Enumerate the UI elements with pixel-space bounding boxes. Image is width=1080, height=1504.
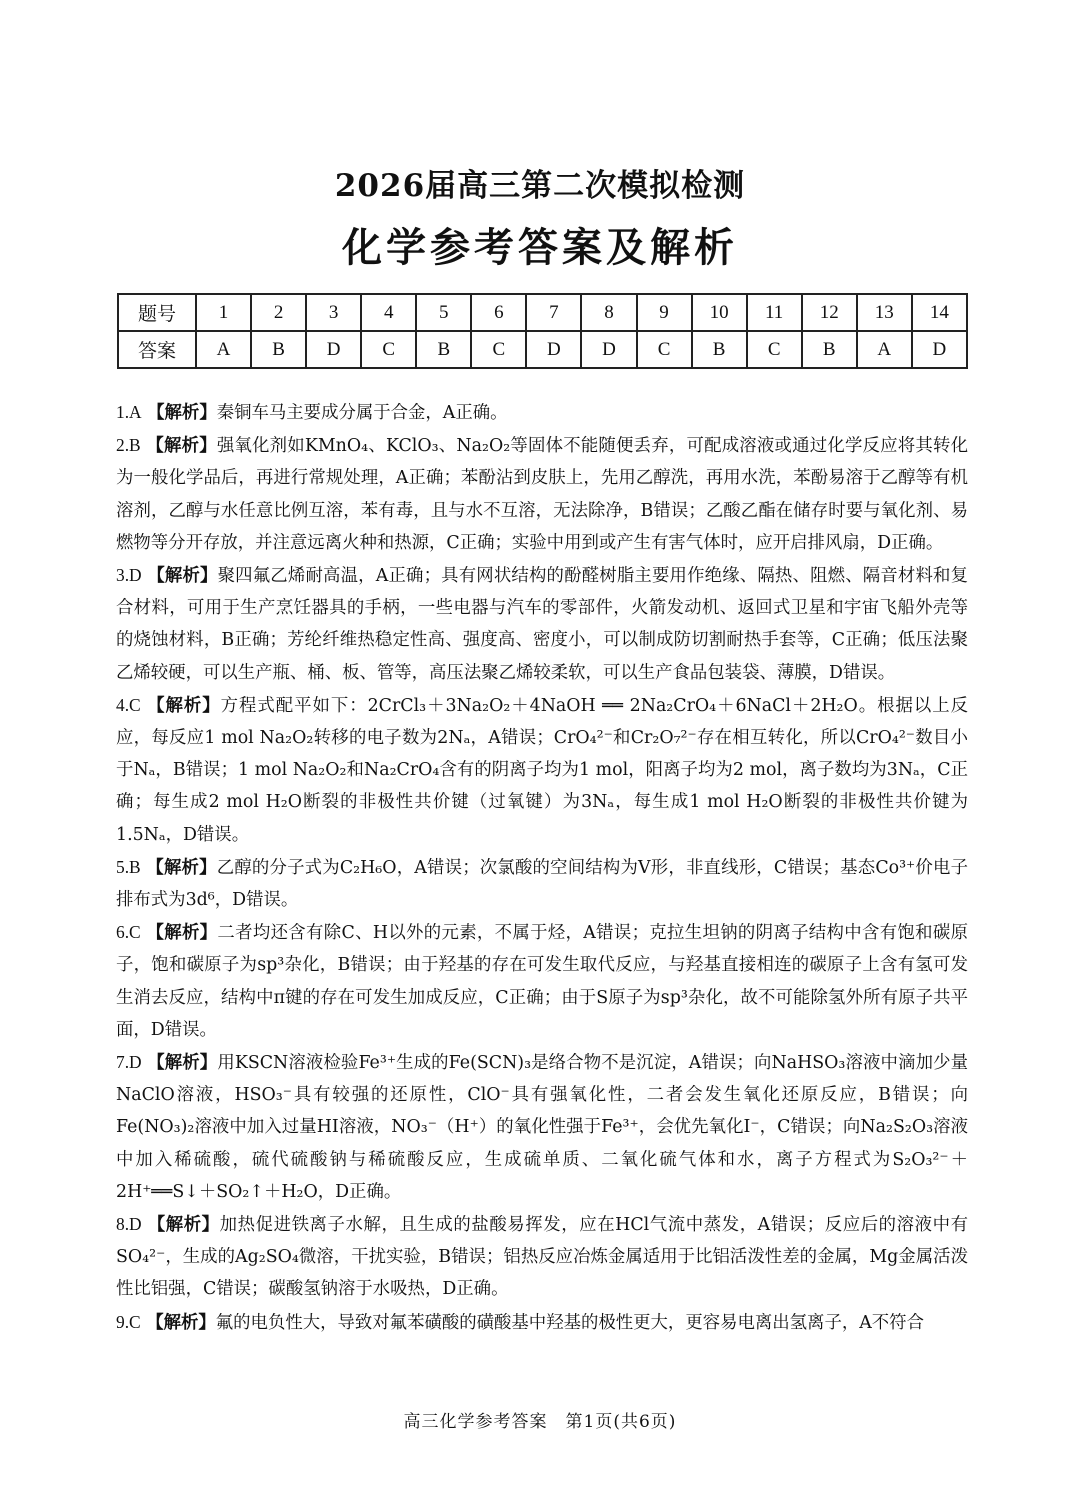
- question-number: 9: [637, 294, 692, 331]
- solution-number: 6.C: [116, 922, 141, 943]
- question-number: 10: [692, 294, 747, 331]
- solution-text: 加热促进铁离子水解，且生成的盐酸易挥发，应在HCl气流中蒸发，A错误；反应后的溶液中有SO₄²⁻，生成的Ag₂SO₄微溶，干扰实验，B错误；铝热反应冶炼金属适用于比铝活泼性差的金属，Mg金属活泼性比铝强，C错误；碳酸氢钠溶于水吸热，D正确。: [116, 1215, 968, 1300]
- row-label: 题号: [118, 294, 196, 331]
- analysis-tag: 【解析】: [147, 695, 221, 716]
- answer-cell: C: [637, 331, 692, 368]
- solution-item: [116, 559, 968, 689]
- solution-item: [116, 916, 968, 1046]
- analysis-tag: 【解析】: [147, 566, 218, 587]
- answer-cell: B: [692, 331, 747, 368]
- analysis-tag: 【解析】: [146, 857, 217, 878]
- solution-text: 用KSCN溶液检验Fe³⁺生成的Fe(SCN)₃是络合物不是沉淀，A错误；向NaHSO₃溶液中滴加少量NaClO溶液，HSO₃⁻具有较强的还原性，ClO⁻具有强氧化性，二者会发生氧化还原反应，B错误；向Fe(NO₃)₂溶液中加入过量HI溶液，NO₃⁻（H⁺）的氧化性强于Fe³⁺，会优先氧化I⁻，C错误；向Na₂S₂O₃溶液中加入稀硫酸，硫代硫酸钠与稀硫酸反应，生成硫单质、二氧化硫气体和水，离子方程式为S₂O₃²⁻＋2H⁺══S↓＋SO₂↑＋H₂O，D正确。: [116, 1053, 968, 1202]
- answer-cell: D: [912, 331, 967, 368]
- analysis-tag: 【解析】: [147, 1215, 220, 1236]
- solution-item: [116, 429, 968, 559]
- question-number: 1: [196, 294, 251, 331]
- question-number: 11: [747, 294, 802, 331]
- answer-cell: A: [196, 331, 251, 368]
- question-number: 4: [361, 294, 416, 331]
- solution-item: [116, 1306, 968, 1339]
- exam-title: 2026届高三第二次模拟检测: [334, 168, 746, 204]
- solution-item: [116, 1046, 968, 1208]
- analysis-tag: 【解析】: [146, 436, 217, 457]
- solution-item: [116, 1208, 968, 1306]
- analysis-tag: 【解析】: [147, 403, 217, 423]
- solution-number: 8.D: [116, 1214, 142, 1235]
- row-label: 答案: [118, 331, 196, 368]
- solution-text: 强氧化剂如KMnO₄、KClO₃、Na₂O₂等固体不能随便丢弃，可配成溶液或通过化学反应将其转化为一般化学品后，再进行常规处理，A正确；苯酚沾到皮肤上，先用乙醇洗，再用水洗，苯酚易溶于乙醇等有机溶剂，乙醇与水任意比例互溶，苯有毒，且与水不互溶，无法除净，B错误；乙酸乙酯在储存时要与氧化剂、易燃物等分开存放，并注意远离火种和热源，C正确；实验中用到或产生有害气体时，应开启排风扇，D正确。: [116, 436, 968, 553]
- solution-number: 2.B: [116, 435, 141, 456]
- question-number: 14: [912, 294, 967, 331]
- analysis-tag: 【解析】: [146, 1312, 216, 1333]
- solution-text: 聚四氟乙烯耐高温，A正确；具有网状结构的酚醛树脂主要用作绝缘、隔热、阻燃、隔音材料和复合材料，可用于生产烹饪器具的手柄，一些电器与汽车的零部件，火箭发动机、返回式卫星和宇宙飞船外壳等的烧蚀材料，B正确；芳纶纤维热稳定性高、强度高、密度小，可以制成防切割耐热手套等，C正确；低压法聚乙烯较硬，可以生产瓶、桶、板、管等，高压法聚乙烯较柔软，可以生产食品包装袋、薄膜，D错误。: [116, 566, 968, 683]
- solution-text: 氟的电负性大，导致对氟苯磺酸的磺酸基中羟基的极性更大，更容易电离出氢离子，A不符合: [215, 1312, 924, 1333]
- question-number: 3: [306, 294, 361, 331]
- solution-number: 5.B: [116, 856, 141, 877]
- answer-cell: C: [361, 331, 416, 368]
- solutions-section: [116, 396, 968, 1339]
- question-number: 2: [251, 294, 306, 331]
- question-number-row: [118, 294, 967, 331]
- answer-cell: C: [471, 331, 526, 368]
- solution-item: [116, 689, 968, 851]
- answer-cell: A: [857, 331, 912, 368]
- document-title: 化学参考答案及解析: [342, 224, 738, 271]
- answer-cell: B: [251, 331, 306, 368]
- solution-number: 7.D: [116, 1052, 142, 1073]
- analysis-tag: 【解析】: [146, 923, 218, 944]
- question-number: 8: [581, 294, 636, 331]
- answer-cell: D: [306, 331, 361, 368]
- solution-number: 1.A: [116, 402, 142, 422]
- solution-number: 3.D: [116, 565, 142, 586]
- question-number: 5: [416, 294, 471, 331]
- analysis-tag: 【解析】: [147, 1053, 218, 1074]
- answer-cell: B: [802, 331, 857, 368]
- page-footer: 高三化学参考答案 第1页(共6页): [403, 1412, 677, 1432]
- solution-item: [116, 396, 968, 429]
- solution-item: [116, 851, 968, 916]
- solution-text: 乙醇的分子式为C₂H₆O，A错误；次氯酸的空间结构为V形，非直线形，C错误；基态Co³⁺价电子排布式为3d⁶，D错误。: [116, 857, 968, 911]
- answer-table: [117, 293, 968, 369]
- solution-number: 9.C: [116, 1311, 141, 1332]
- solution-text: 二者均还含有除C、H以外的元素，不属于烃，A错误；克拉生坦钠的阴离子结构中含有饱和碳原子，饱和碳原子为sp³杂化，B错误；由于羟基的存在可发生取代反应，与羟基直接相连的碳原子上含有氢可发生消去反应，结构中π键的存在可发生加成反应，C正确；由于S原子为sp³杂化，故不可能除氢外所有原子共平面，D错误。: [116, 923, 968, 1040]
- solution-text: 秦铜车马主要成分属于合金，A正确。: [216, 403, 508, 423]
- answer-cell: D: [526, 331, 581, 368]
- solution-number: 4.C: [116, 694, 141, 715]
- solution-text: 方程式配平如下：2CrCl₃＋3Na₂O₂＋4NaOH ══ 2Na₂CrO₄＋6NaCl＋2H₂O。根据以上反应，每反应1 mol Na₂O₂转移的电子数为2Nₐ，A错误；CrO₄²⁻和Cr₂O₇²⁻存在相互转化，所以CrO₄²⁻数目小于Nₐ，B错误；1 mol Na₂O₂和Na₂CrO₄含有的阴离子均为1 mol，阳离子均为2 mol，离子数均为3Nₐ，C正确；每生成2 mol H₂O断裂的非极性共价键（过氧键）为3Nₐ，每生成1 mol H₂O断裂的非极性共价键为1.5Nₐ，D错误。: [116, 695, 968, 845]
- question-number: 7: [526, 294, 581, 331]
- answer-cell: B: [416, 331, 471, 368]
- answer-cell: C: [747, 331, 802, 368]
- question-number: 13: [857, 294, 912, 331]
- answer-cell: D: [581, 331, 636, 368]
- question-number: 6: [471, 294, 526, 331]
- answer-row: [118, 331, 967, 368]
- question-number: 12: [802, 294, 857, 331]
